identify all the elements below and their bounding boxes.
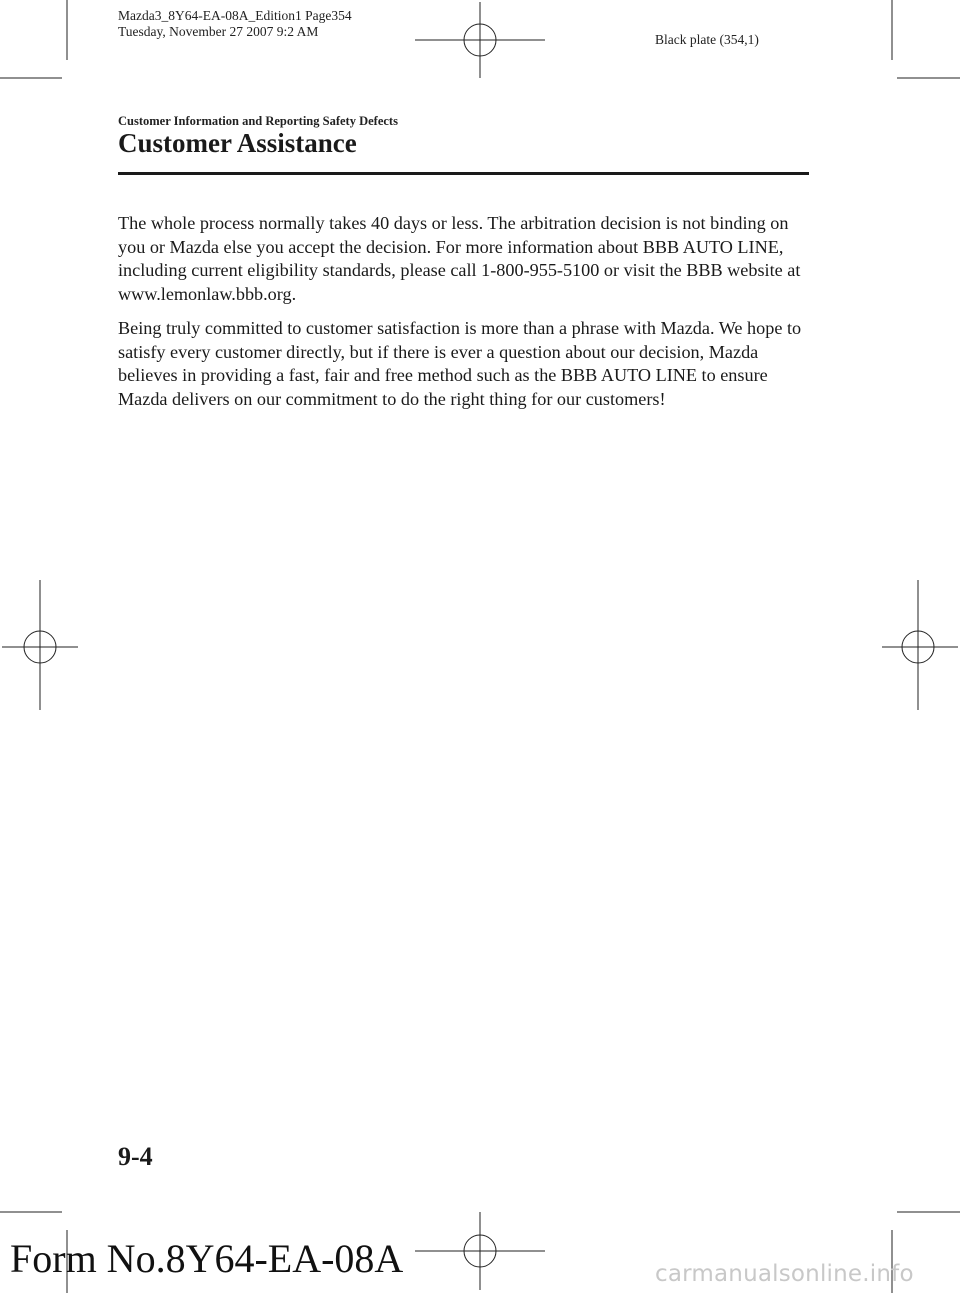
registration-mark-bottom [415,1212,545,1290]
slug-date-line: Tuesday, November 27 2007 9:2 AM [118,24,319,39]
registration-mark-left [2,580,78,710]
plate-label: Black plate (354,1) [655,32,759,47]
page-number: 9-4 [118,1142,153,1171]
registration-mark-top [415,2,545,78]
watermark: carmanualsonline.info [655,1261,914,1287]
print-slug [118,8,352,40]
body-paragraph: The whole process normally takes 40 days or less. The arbitration decision is not binding on you or Mazda else you accept the decision. For more information about BBB AUTO LINE, including current eligibility standards, please call 1-800-955-5100 or visit the BBB website at www.lemonlaw.bbb.org. [118,213,801,304]
title-rule [118,172,809,175]
registration-mark-right [882,580,958,710]
form-number: Form No.8Y64-EA-08A [10,1236,404,1281]
page-title: Customer Assistance [118,128,357,158]
slug-file-line: Mazda3_8Y64-EA-08A_Edition1 Page354 [118,8,352,23]
body-paragraph: Being truly committed to customer satisfaction is more than a phrase with Mazda. We hope to satisfy every customer directly, but if there is ever a question about our decision, Mazda believes in providing a fast, fair and free method such as the BBB AUTO LINE to ensure Mazda delivers on our commitment to do the right thing for our customers! [118,318,802,409]
running-head: Customer Information and Reporting Safety Defects [118,114,398,128]
